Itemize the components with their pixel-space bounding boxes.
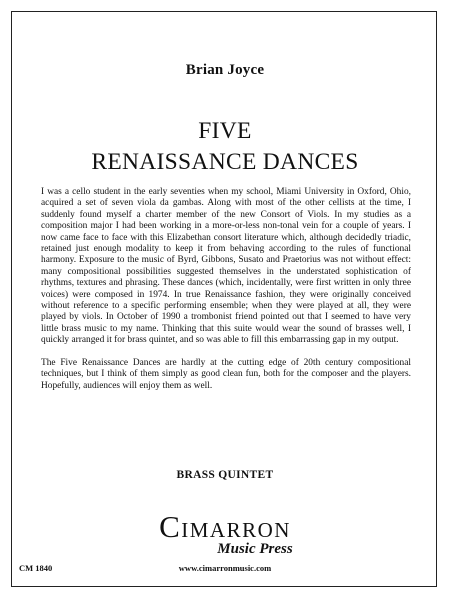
title-line-1: FIVE xyxy=(198,118,252,144)
catalog-number: CM 1840 xyxy=(19,563,53,573)
program-notes xyxy=(41,187,411,403)
piece-title xyxy=(0,116,450,178)
notes-paragraph-2: The Five Renaissance Dances are hardly at the cutting edge of 20th century compositional techniques, but I think of them simply as good clean fun, both for the composer and the players. Hopefully, audiences will enjoy them as well. xyxy=(41,357,411,391)
title-line-2: RENAISSANCE DANCES xyxy=(91,149,359,175)
logo-first-letter: C xyxy=(159,509,182,544)
composer-name: Brian Joyce xyxy=(185,62,265,78)
notes-paragraph-1: I was a cello student in the early seventies when my school, Miami University in Oxford, Ohio, acquired a set of seven viola da gambas. Along with most of the other cellists at the time, I suddenly found myself a charter member of the new Consort of Viols. In my studies as a composition major I had been working in a more-or-less non-tonal vein for a couple of years. I now came face to face with this Elizabethan consort literature which, although decidedly triadic, retained just enough modality to keep it from behaving according to the rules of functional harmony. Exposure to the music of Byrd, Gibbons, Susato and Praetorius was not without effect: many compositional possibilities suggested themselves in the understated sophistication of rhythms, textures and phrasing. These dances (which, incidentally, were first written in only three voices) were composed in 1974. In true Renaissance fashion, they were originally conceived without reference to a specific performing ensemble; when they were played at all, they were played by viols. In October of 1990 a trombonist friend pointed out that I seemed to have very little brass music to my name. Thinking that this suite would wear the sound of brasses well, I quickly arranged it for brass quintet, and so was able to fill this embarrassing gap in my output. xyxy=(41,187,411,346)
publisher-website: www.cimarronmusic.com xyxy=(178,563,272,573)
instrumentation: BRASS QUINTET xyxy=(176,469,274,481)
publisher-logo-script: Music Press xyxy=(217,541,293,557)
logo-rest: IMARRON xyxy=(181,518,291,542)
